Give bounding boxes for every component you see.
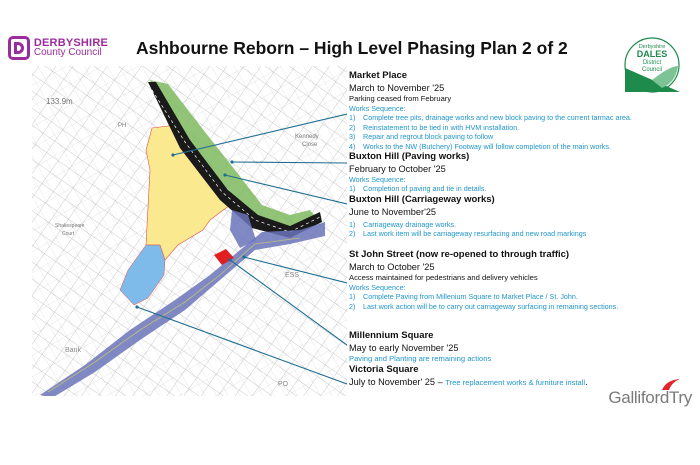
svg-text:Council: Council [641,67,663,73]
derbyshire-county-council-logo [8,34,108,62]
section-victoria-square [349,364,588,388]
section-title: Victoria Square [349,364,419,375]
list-item: 2) Reinstatement to be tied in with HVM installation. [349,122,520,132]
section-dates: July to November' 25 – [349,377,446,387]
section-st-john-street [349,249,618,311]
svg-text:Court: Court [62,231,75,237]
section-dates: June to November'25 [349,207,437,217]
galliford-try-logo: GallifordTry [600,380,692,408]
list-item: 2) Last work item will be carriageway resurfacing and new road markings [349,229,587,239]
list-item: 3) Repair and regrout block paving to follow [349,132,494,142]
svg-text:Shakespeare: Shakespeare [55,223,85,229]
section-remark: Paving and Planting are remaining actions [349,354,492,363]
section-buxton-hill-carriageway [349,194,586,239]
list-item: 1) Completion of paving and tie in details. [349,184,487,194]
list-item: 1) Carriageway drainage works. [349,220,457,229]
works-sequence-label: Works Sequence: [349,104,406,113]
svg-text:District: District [642,60,662,66]
svg-text:DALES: DALES [636,49,668,59]
map-drawing [32,66,347,396]
page-title: Ashbourne Reborn – High Level Phasing Plan 2 of 2 [136,38,568,58]
dcc-logo-line2: County Council [33,47,102,58]
list-item: 1) Complete Paving from Millenium Square to Market Place / St. John. [349,292,578,302]
section-note: Parking ceased from February [349,94,452,103]
section-dates: February to October '25 [349,164,446,174]
section-dates: May to early November '25 [349,343,459,353]
section-title: Millennium Square [349,330,434,341]
section-remark: Tree replacement works & furniture install [445,378,586,387]
svg-text:Close: Close [302,142,318,148]
section-dates: March to November '25 [349,83,445,93]
section-title: St John Street (now re-opened to through traffic) [349,249,570,260]
section-note: Access maintained for pedestrians and delivery vehicles [349,273,538,282]
list-item: 4) Works to the NW (Butchery) Footway will follow completion of the main works. [349,141,611,151]
section-dates: March to October '25 [349,262,435,272]
svg-text:PH: PH [118,123,127,129]
works-sequence-label: Works Sequence: [349,283,406,292]
section-dates-line: July to November' 25 – Tree replacement works & furniture install. [349,377,588,387]
section-title: Buxton Hill (Carriageway works) [349,194,495,205]
section-market-place [349,70,632,151]
svg-text:133.9m: 133.9m [46,97,73,106]
svg-text:ESS: ESS [285,272,300,279]
list-item: 2) Last work action will be to carry out carriageway surfacing in remaining sections. [349,301,619,311]
dcc-d-icon [8,36,30,60]
section-title: Market Place [349,70,408,81]
site-plan-map [32,66,347,396]
dcc-logo-line1: DERBYSHIRE [33,37,108,49]
svg-text:Derbyshire: Derbyshire [638,44,666,50]
section-buxton-hill-paving [349,151,486,194]
section-millennium-square [349,330,491,364]
svg-text:PO: PO [278,381,289,388]
svg-text:Kennedy: Kennedy [295,134,319,140]
works-sequence-label: Works Sequence: [349,175,406,184]
svg-text:Bank: Bank [65,347,81,354]
section-title: Buxton Hill (Paving works) [349,151,470,162]
list-item: 1) Complete tree pits, drainage works and new block paving to the current tarmac area. [349,113,632,123]
